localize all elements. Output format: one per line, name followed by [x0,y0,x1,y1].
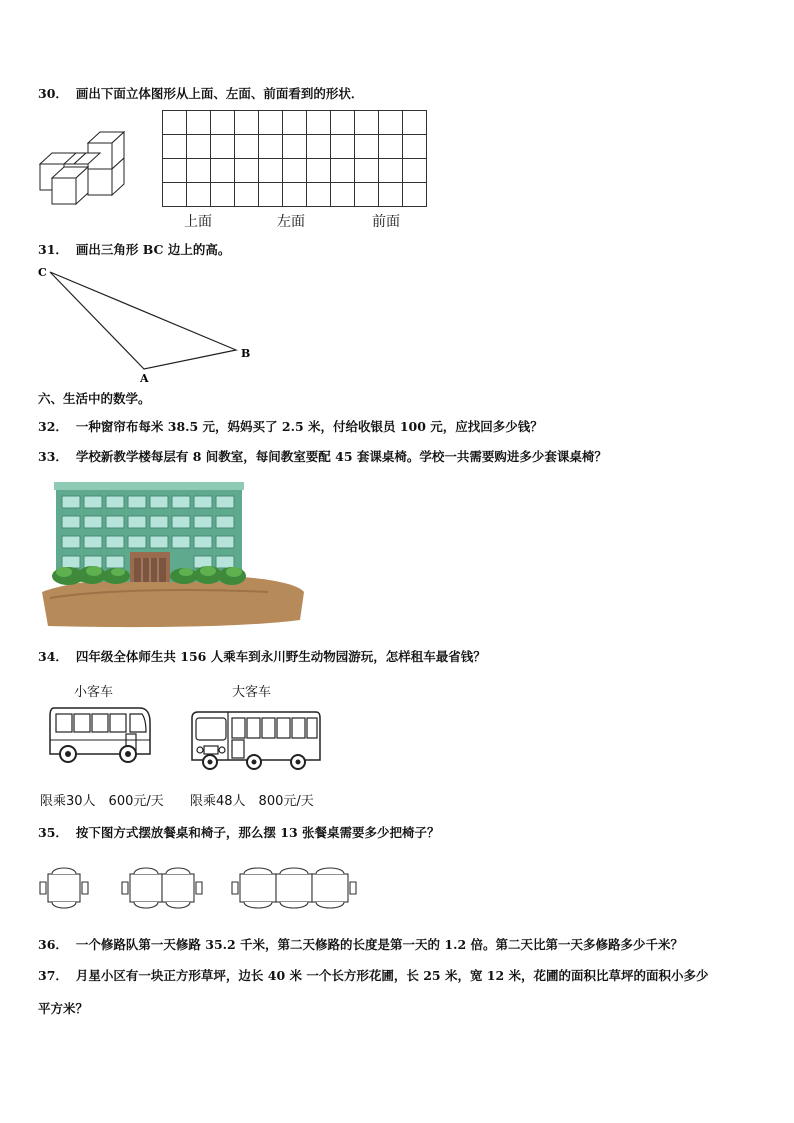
question-33 [38,447,607,465]
question-37-continued [38,999,88,1017]
question-text: 画出下面立体图形从上面、左面、前面看到的形状． [75,86,364,101]
small-bus-icon [44,704,154,766]
large-bus-caption: 限乘48人 800元/天 [190,794,314,809]
question-text: 一个修路队第一天修路 35.2 千米，第二天修路的长度是第一天的 1.2 倍。第二天比第一天多修路多少千米？ [75,937,684,952]
question-number: 31． [38,242,68,257]
question-number: 32． [38,419,68,434]
question-number: 36． [38,937,68,952]
question-text: 学校新教学楼每层有 8 间教室，每间教室要配 45 套课桌椅。学校一共需要购进多少套课桌椅？ [75,449,607,464]
school-building-image [38,480,306,628]
question-32 [38,417,543,435]
question-number: 34． [38,649,68,664]
triangle-figure [36,262,266,388]
label-left-view: 左面 [277,214,305,230]
section-6-heading: 六、生活中的数学。 [38,391,151,406]
question-number: 37． [38,968,68,983]
label-top-view: 上面 [184,214,212,230]
question-number: 30． [38,86,68,101]
question-30 [38,84,363,102]
question-text: 四年级全体师生共 156 人乘车到永川野生动物园游玩，怎样租车最省钱？ [75,649,486,664]
cube-stack-figure [36,128,132,208]
large-bus-name: 大客车 [232,685,272,700]
question-31 [38,240,230,258]
table-chair-pattern [36,860,366,916]
small-bus-caption: 限乘30人 600元/天 [40,794,164,809]
vertex-b-label: B [241,347,251,360]
question-36 [38,935,683,953]
vertex-a-label: A [140,372,149,385]
question-35 [38,823,440,841]
large-bus-icon [188,710,324,772]
small-bus-name: 小客车 [74,685,114,700]
drawing-grid [162,110,428,208]
question-37 [38,966,709,984]
question-34 [38,647,486,665]
question-text-line1: 月星小区有一块正方形草坪，边长 40 米 一个长方形花圃，长 25 米，宽 12 米，花圃的面积比草坪的面积小多少 [75,968,709,983]
vertex-c-label: C [38,266,47,279]
question-text-line2: 平方米？ [38,1001,89,1016]
question-text: 按下图方式摆放餐桌和椅子，那么摆 13 张餐桌需要多少把椅子？ [75,825,440,840]
question-number: 35． [38,825,68,840]
label-front-view: 前面 [372,214,400,230]
question-text: 一种窗帘布每米 38.5 元，妈妈买了 2.5 米，付给收银员 100 元，应找回多少钱？ [75,419,543,434]
question-text: 画出三角形 BC 边上的高。 [75,242,231,257]
question-number: 33． [38,449,68,464]
